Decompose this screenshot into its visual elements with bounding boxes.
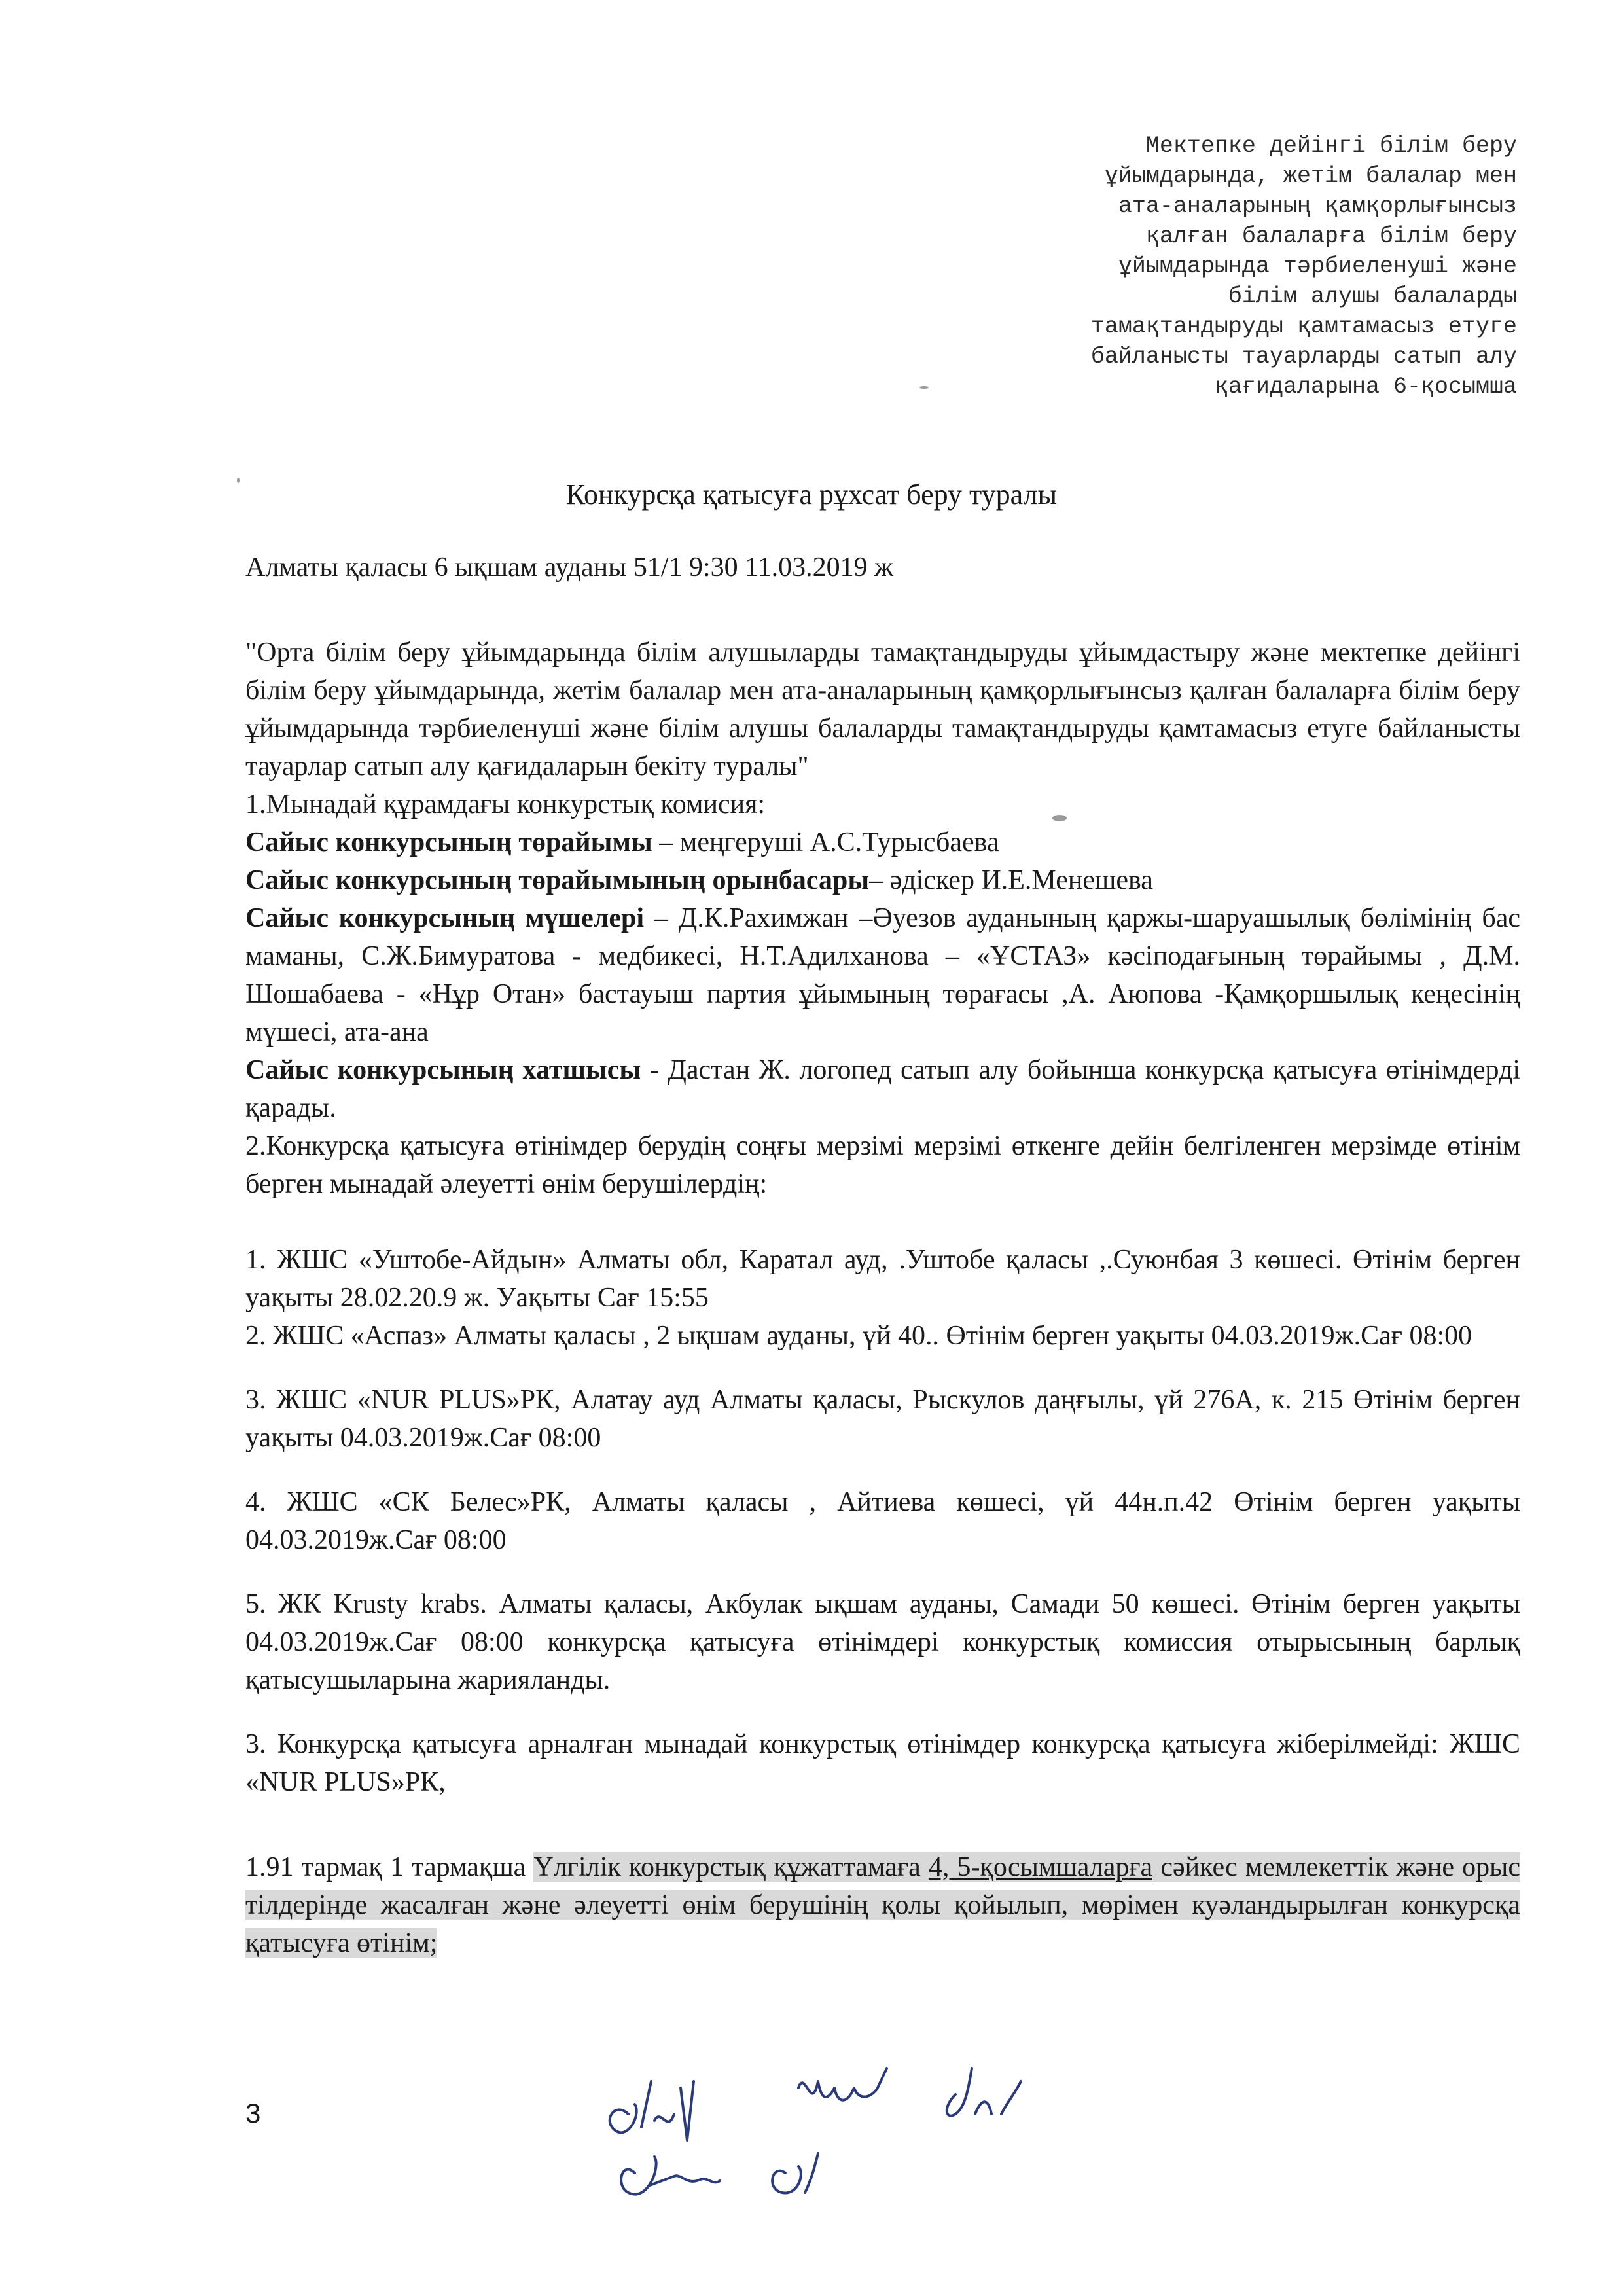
scan-speck — [1052, 815, 1067, 821]
scan-speck — [919, 386, 929, 389]
supplier-item: 2. ЖШС «Аспаз» Алматы қаласы , 2 ықшам ауданы, үй 40.. Өтінім берген уақыты 04.03.2019ж.Сағ 08:00 — [245, 1321, 1472, 1351]
chair-line — [245, 823, 1520, 861]
supplier-item: 4. ЖШС «СК Белес»РК, Алматы қаласы , Айтиева көшесі, үй 44н.п.42 Өтінім берген уақыты 04.03.2019ж.Сағ 08:00 — [245, 1487, 1520, 1555]
secretary-label: Сайыс конкурсының хатшысы — [245, 1055, 641, 1085]
place-date: Алматы қаласы 6 ықшам ауданы 51/1 9:30 11.03.2019 ж — [245, 552, 894, 583]
rejected-text: 3. Конкурсқа қатысуға арналған мынадай конкурстық өтінімдер конкурсқа қатысуға жіберілмейді: ЖШС «NUR PLUS»РК, — [245, 1729, 1520, 1797]
supplier-item: 5. ЖК Krusty krabs. Алматы қаласы, Акбулак ықшам ауданы, Самади 50 көшесі. Өтінім берген уақыты 04.03.2019ж.Сағ 08:00 конкурсқа қатысуға өтінімдері конкурстық комиссия отырысының барлық қатысушыларына жарияланды. — [245, 1589, 1520, 1695]
document-body — [245, 548, 1520, 1962]
clause-prefix: 1.91 тармақ 1 тармақша — [245, 1852, 534, 1882]
supplier-item: 3. ЖШС «NUR PLUS»РК, Алатау ауд Алматы қаласы, Рыскулов даңғылы, үй 276А, к. 215 Өтінім берген уақыты 04.03.2019ж.Сағ 08:00 — [245, 1385, 1520, 1453]
secretary-line — [245, 1051, 1520, 1127]
appendix-note-line: Мектепке дейінгі білім беру — [1145, 133, 1517, 159]
commission-intro: 1.Мынадай құрамдағы конкурстық комисия: — [245, 789, 766, 819]
clause-highlight-b: сәйкес мемлекеттік және орыс тілдерінде жасалған және әлеуетті өнім берушінің қолы қойылып, мөрімен куәландырылған конкурсқа қатысуға өтінім; — [245, 1852, 1520, 1958]
appendix-note-line: тамақтандыруды қамтамасыз етуге — [1090, 314, 1517, 340]
members-line — [245, 899, 1520, 1051]
scan-speck — [237, 478, 240, 483]
vice-chair-label: Сайыс конкурсының төрайымының орынбасары — [245, 865, 870, 895]
clause-text — [245, 1848, 1520, 1962]
handwritten-signatures — [589, 2042, 1178, 2212]
appendix-note-line: қалған балаларға білім беру — [1145, 223, 1517, 249]
supplier-item: 1. ЖШС «Уштобе-Айдын» Алматы обл, Каратал ауд, .Уштобе қаласы ,.Суюнбая 3 көшесі. Өтінім берген уақыты 28.02.20.9 ж. Уақыты Сағ 15:55 — [245, 1245, 1520, 1313]
appendix-note-line: байланысты тауарларды сатып алу — [1090, 344, 1517, 370]
vice-chair-line — [245, 861, 1520, 899]
appendix-note-line: ата-аналарының қамқорлығынсыз — [1118, 193, 1517, 219]
clause-highlight-a: Үлгілік конкурстық құжаттамаға — [533, 1852, 929, 1882]
secretary-text: - Дастан Ж. логопед сатып алу бойынша конкурсқа қатысуға өтінімдерді қарады. — [245, 1055, 1520, 1123]
appendix-note-line: ұйымдарында, жетім балалар мен — [1104, 163, 1517, 189]
appendix-note-line: білім алушы балаларды — [1228, 283, 1517, 310]
document-title: Конкурсқа қатысуға рұхсат беру туралы — [565, 478, 1058, 511]
appendix-note-line: қағидаларына 6-қосымша — [1214, 374, 1517, 400]
chair-label: Сайыс конкурсының төрайымы — [245, 827, 652, 857]
members-label: Сайыс конкурсының мүшелері — [245, 903, 645, 933]
members-text: – Д.К.Рахимжан –Әуезов ауданының қаржы-шаруашылық бөлімінің бас маманы, С.Ж.Бимуратова - медбикесі, Н.Т.Адилханова – «ҰСТАЗ» кәсіподағының төрайымы , Д.М. Шошабаева - «Нұр Отан» бастауыш партия ұйымының төрағасы ,А. Аюпова -Қамқоршылық кеңесінің мүшесі, ата-ана — [245, 903, 1521, 1047]
decree-title: "Орта білім беру ұйымдарында білім алушыларды тамақтандыруды ұйымдастыру және мектепке дейінгі білім беру ұйымдарында, жетім балалар мен ата-аналарының қамқорлығынсыз қалған балаларға білім беру ұйымдарында тәрбиеленуші және білім алушы балаларды тамақтандыруды қамтамасыз етуге байланысты тауарлар сатып алу қағидаларын бекіту туралы" — [245, 637, 1520, 781]
appendix-note-line: ұйымдарында тәрбиеленуші және — [1118, 253, 1517, 279]
deadline-text: 2.Конкурсқа қатысуға өтінімдер берудің соңғы мерзімі мерзімі өткенге дейін белгіленген мерзімде өтінім берген мынадай әлеуетті өнім берушілердің: — [245, 1131, 1520, 1199]
vice-chair-text: – әдіскер И.Е.Менешева — [869, 865, 1153, 895]
clause-underlined: 4, 5-қосымшаларға — [928, 1852, 1153, 1882]
appendix-note — [928, 131, 1517, 402]
chair-text: – меңгеруші А.С.Турысбаева — [652, 827, 999, 857]
page-number: 3 — [245, 2098, 261, 2128]
